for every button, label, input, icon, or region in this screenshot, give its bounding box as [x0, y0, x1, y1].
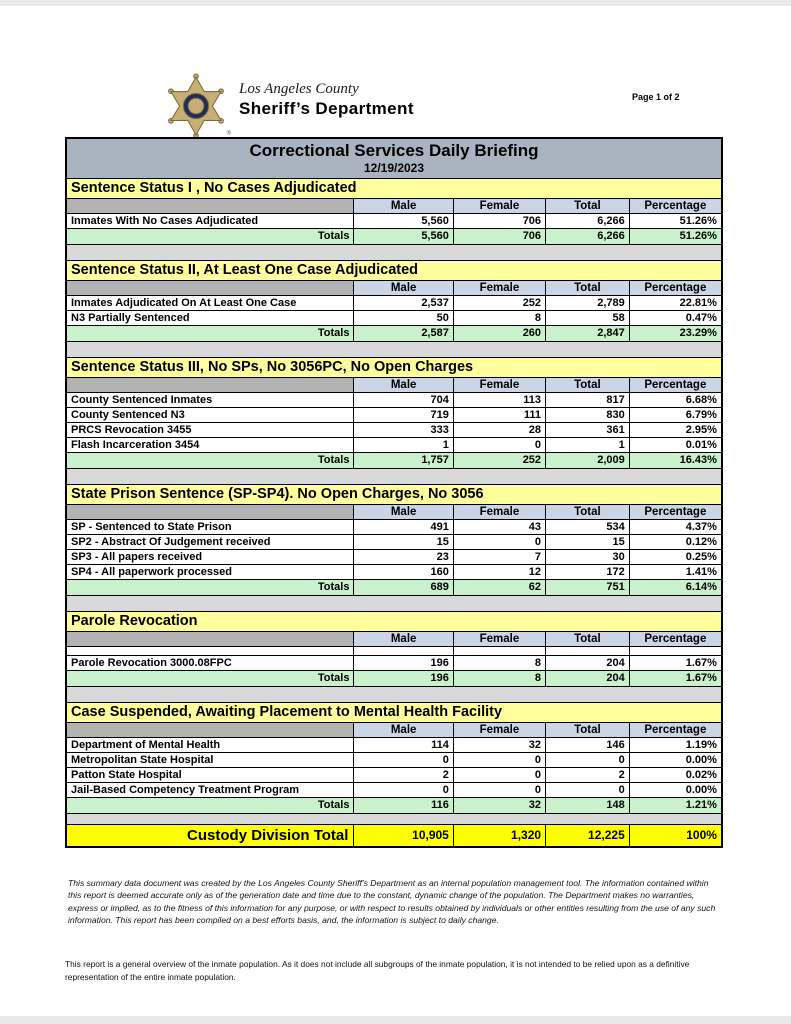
totals-total: 148	[545, 798, 629, 813]
cell-female: 32	[453, 738, 545, 752]
report-date: 12/19/2023	[363, 161, 425, 175]
column-header-female: Female	[453, 281, 545, 295]
totals-label: Totals	[67, 580, 353, 595]
row-label	[67, 647, 353, 655]
totals-female: 252	[453, 453, 545, 468]
table-row	[67, 656, 721, 671]
table-row	[67, 296, 721, 311]
table-row	[67, 311, 721, 326]
row-label: Metropolitan State Hospital	[71, 754, 214, 766]
cell-female: 706	[453, 214, 545, 228]
totals-male: 1,757	[353, 453, 452, 468]
cell-total: 1	[545, 438, 629, 452]
column-header-female: Female	[453, 505, 545, 519]
row-label: Patton State Hospital	[71, 769, 182, 781]
section-title: State Prison Sentence (SP-SP4). No Open Charges, No 3056	[67, 485, 721, 505]
cell-total	[545, 647, 629, 655]
logo-county-name: Los Angeles County	[239, 81, 359, 97]
totals-male: 2,587	[353, 326, 452, 341]
column-header-percentage: Percentage	[629, 281, 721, 295]
cell-male: 23	[353, 550, 452, 564]
cell-percentage: 2.95%	[629, 423, 721, 437]
table-row	[67, 535, 721, 550]
totals-total: 6,266	[545, 229, 629, 244]
totals-row	[67, 326, 721, 342]
column-header-row	[67, 505, 721, 520]
cell-female: 28	[453, 423, 545, 437]
row-label: County Sentenced N3	[71, 409, 185, 421]
report-title: Correctional Services Daily Briefing	[249, 141, 539, 160]
sheriff-star-icon	[163, 73, 229, 139]
cell-male: 5,560	[353, 214, 452, 228]
cell-female: 7	[453, 550, 545, 564]
totals-total: 751	[545, 580, 629, 595]
header-label-cell	[67, 281, 353, 295]
section-6	[67, 703, 721, 814]
table-row	[67, 438, 721, 453]
cell-percentage: 1.19%	[629, 738, 721, 752]
grand-total-female: 1,320	[453, 825, 545, 846]
totals-label: Totals	[67, 671, 353, 686]
table-row	[67, 550, 721, 565]
column-header-row	[67, 281, 721, 296]
spacer-row	[67, 469, 721, 485]
row-label: Parole Revocation 3000.08FPC	[71, 657, 232, 669]
table-row	[67, 408, 721, 423]
totals-male: 5,560	[353, 229, 452, 244]
column-header-male: Male	[353, 281, 452, 295]
column-header-male: Male	[353, 723, 452, 737]
cell-male: 491	[353, 520, 452, 534]
section-title: Case Suspended, Awaiting Placement to Mental Health Facility	[67, 703, 721, 723]
column-header-female: Female	[453, 199, 545, 213]
cell-male: 2	[353, 768, 452, 782]
cell-male: 333	[353, 423, 452, 437]
totals-row	[67, 453, 721, 469]
column-header-female: Female	[453, 632, 545, 646]
letterhead	[163, 73, 414, 139]
sheriff-star-logo	[163, 73, 229, 139]
section-5	[67, 612, 721, 687]
table-row	[67, 393, 721, 408]
cell-total: 0	[545, 753, 629, 767]
header-label-cell	[67, 632, 353, 646]
cell-female: 252	[453, 296, 545, 310]
spacer-row	[67, 814, 721, 825]
cell-percentage: 1.67%	[629, 656, 721, 670]
column-header-total: Total	[545, 632, 629, 646]
totals-percentage: 1.67%	[629, 671, 721, 686]
spacer-row	[67, 245, 721, 261]
column-header-percentage: Percentage	[629, 505, 721, 519]
totals-total: 2,009	[545, 453, 629, 468]
totals-label: Totals	[67, 326, 353, 341]
grand-total-total: 12,225	[545, 825, 629, 846]
totals-female: 32	[453, 798, 545, 813]
logo-department-name: Sheriff’s Department	[239, 99, 414, 118]
cell-percentage: 1.41%	[629, 565, 721, 579]
header-label-cell	[67, 378, 353, 392]
column-header-female: Female	[453, 723, 545, 737]
cell-total: 830	[545, 408, 629, 422]
row-label: Inmates With No Cases Adjudicated	[71, 215, 259, 227]
cell-total: 30	[545, 550, 629, 564]
page-indicator: Page 1 of 2	[632, 92, 680, 102]
column-header-total: Total	[545, 723, 629, 737]
column-header-male: Male	[353, 632, 452, 646]
column-header-total: Total	[545, 505, 629, 519]
cell-percentage: 6.79%	[629, 408, 721, 422]
cell-percentage	[629, 647, 721, 655]
totals-male: 116	[353, 798, 452, 813]
section-title: Sentence Status I , No Cases Adjudicated	[67, 179, 721, 199]
cell-female: 8	[453, 656, 545, 670]
section-3	[67, 358, 721, 469]
cell-male: 0	[353, 753, 452, 767]
table-row	[67, 423, 721, 438]
cell-male: 160	[353, 565, 452, 579]
cell-female	[453, 647, 545, 655]
totals-row	[67, 671, 721, 687]
table-row	[67, 565, 721, 580]
disclaimer-text: This summary data document was created by the Los Angeles County Sheriff's Department as an internal population management tool. The information contained within this report is deemed accurate only as of the generation date and time due to the constant, dynamic change of the population. The Department makes no warranties, express or implied, as to the fitness of this information for any purpose, or with respect to results obtained by individuals or other entities resulting from the use of any such information. This report has been compiled on a best efforts basis, and, the information is subject to daily change.	[68, 877, 716, 925]
column-header-female: Female	[453, 378, 545, 392]
spacer-row	[67, 342, 721, 358]
totals-row	[67, 580, 721, 596]
cell-percentage: 51.26%	[629, 214, 721, 228]
report-title-banner	[67, 139, 721, 179]
cell-percentage: 0.00%	[629, 753, 721, 767]
column-header-male: Male	[353, 378, 452, 392]
cell-female: 12	[453, 565, 545, 579]
totals-percentage: 23.29%	[629, 326, 721, 341]
cell-total: 2	[545, 768, 629, 782]
cell-male: 0	[353, 783, 452, 797]
totals-label: Totals	[67, 453, 353, 468]
column-header-row	[67, 723, 721, 738]
totals-male: 689	[353, 580, 452, 595]
cell-percentage: 22.81%	[629, 296, 721, 310]
totals-percentage: 6.14%	[629, 580, 721, 595]
column-header-percentage: Percentage	[629, 378, 721, 392]
grand-total-male: 10,905	[353, 825, 452, 846]
section-title: Sentence Status II, At Least One Case Adjudicated	[67, 261, 721, 281]
totals-label: Totals	[67, 229, 353, 244]
empty-row	[67, 647, 721, 656]
cell-total: 0	[545, 783, 629, 797]
totals-female: 260	[453, 326, 545, 341]
cell-percentage: 6.68%	[629, 393, 721, 407]
row-label: SP - Sentenced to State Prison	[71, 521, 232, 533]
table-row	[67, 738, 721, 753]
totals-percentage: 51.26%	[629, 229, 721, 244]
cell-total: 15	[545, 535, 629, 549]
registered-trademark: ®	[226, 131, 231, 137]
section-title: Sentence Status III, No SPs, No 3056PC, No Open Charges	[67, 358, 721, 378]
section-title: Parole Revocation	[67, 612, 721, 632]
column-header-percentage: Percentage	[629, 199, 721, 213]
totals-row	[67, 798, 721, 814]
table-row	[67, 214, 721, 229]
section-1	[67, 179, 721, 245]
cell-total: 2,789	[545, 296, 629, 310]
cell-male: 15	[353, 535, 452, 549]
cell-total: 817	[545, 393, 629, 407]
column-header-row	[67, 632, 721, 647]
spacer-row	[67, 687, 721, 703]
column-header-total: Total	[545, 281, 629, 295]
cell-female: 0	[453, 783, 545, 797]
cell-total: 172	[545, 565, 629, 579]
grand-total-label: Custody Division Total	[67, 825, 353, 846]
table-row	[67, 520, 721, 535]
cell-male: 50	[353, 311, 452, 325]
section-2	[67, 261, 721, 342]
cell-total: 534	[545, 520, 629, 534]
table-row	[67, 768, 721, 783]
row-label: SP2 - Abstract Of Judgement received	[71, 536, 271, 548]
cell-percentage: 4.37%	[629, 520, 721, 534]
column-header-male: Male	[353, 505, 452, 519]
daily-briefing-report	[65, 137, 723, 848]
cell-total: 361	[545, 423, 629, 437]
custody-division-total-row	[67, 825, 721, 846]
row-label: Inmates Adjudicated On At Least One Case	[71, 297, 297, 309]
cell-male: 1	[353, 438, 452, 452]
cell-percentage: 0.01%	[629, 438, 721, 452]
totals-female: 62	[453, 580, 545, 595]
column-header-row	[67, 199, 721, 214]
cell-percentage: 0.00%	[629, 783, 721, 797]
table-row	[67, 753, 721, 768]
report-sections	[67, 179, 721, 814]
totals-female: 8	[453, 671, 545, 686]
grand-total-percentage: 100%	[629, 825, 721, 846]
row-label: Jail-Based Competency Treatment Program	[71, 784, 300, 796]
column-header-percentage: Percentage	[629, 723, 721, 737]
totals-percentage: 1.21%	[629, 798, 721, 813]
totals-total: 204	[545, 671, 629, 686]
cell-percentage: 0.47%	[629, 311, 721, 325]
totals-label: Totals	[67, 798, 353, 813]
cell-female: 0	[453, 753, 545, 767]
page-edge-bottom	[0, 1016, 791, 1024]
table-row	[67, 783, 721, 798]
column-header-total: Total	[545, 378, 629, 392]
cell-female: 0	[453, 438, 545, 452]
cell-total: 58	[545, 311, 629, 325]
cell-female: 111	[453, 408, 545, 422]
column-header-percentage: Percentage	[629, 632, 721, 646]
cell-total: 204	[545, 656, 629, 670]
totals-row	[67, 229, 721, 245]
column-header-male: Male	[353, 199, 452, 213]
page-edge-top	[0, 0, 791, 6]
cell-percentage: 0.02%	[629, 768, 721, 782]
row-label: Flash Incarceration 3454	[71, 439, 200, 451]
row-label: PRCS Revocation 3455	[71, 424, 192, 436]
row-label: SP4 - All paperwork processed	[71, 566, 232, 578]
totals-total: 2,847	[545, 326, 629, 341]
header-label-cell	[67, 199, 353, 213]
cell-male: 719	[353, 408, 452, 422]
row-label: SP3 - All papers received	[71, 551, 203, 563]
cell-male: 2,537	[353, 296, 452, 310]
totals-female: 706	[453, 229, 545, 244]
row-label: Department of Mental Health	[71, 739, 221, 751]
cell-female: 0	[453, 768, 545, 782]
column-header-total: Total	[545, 199, 629, 213]
cell-male: 196	[353, 656, 452, 670]
logo-text	[239, 73, 414, 119]
footer-note-text: This report is a general overview of the inmate population. As it does not include all subgroups of the inmate population, it is not intended to be relied upon as a definitive representation of the entire inmate population.	[65, 959, 690, 983]
cell-female: 43	[453, 520, 545, 534]
cell-female: 113	[453, 393, 545, 407]
cell-female: 0	[453, 535, 545, 549]
cell-percentage: 0.12%	[629, 535, 721, 549]
section-4	[67, 485, 721, 596]
cell-percentage: 0.25%	[629, 550, 721, 564]
spacer-row	[67, 596, 721, 612]
row-label: N3 Partially Sentenced	[71, 312, 190, 324]
header-label-cell	[67, 505, 353, 519]
cell-male	[353, 647, 452, 655]
column-header-row	[67, 378, 721, 393]
totals-percentage: 16.43%	[629, 453, 721, 468]
cell-total: 146	[545, 738, 629, 752]
cell-total: 6,266	[545, 214, 629, 228]
header-label-cell	[67, 723, 353, 737]
cell-female: 8	[453, 311, 545, 325]
cell-male: 704	[353, 393, 452, 407]
row-label: County Sentenced Inmates	[71, 394, 213, 406]
totals-male: 196	[353, 671, 452, 686]
cell-male: 114	[353, 738, 452, 752]
